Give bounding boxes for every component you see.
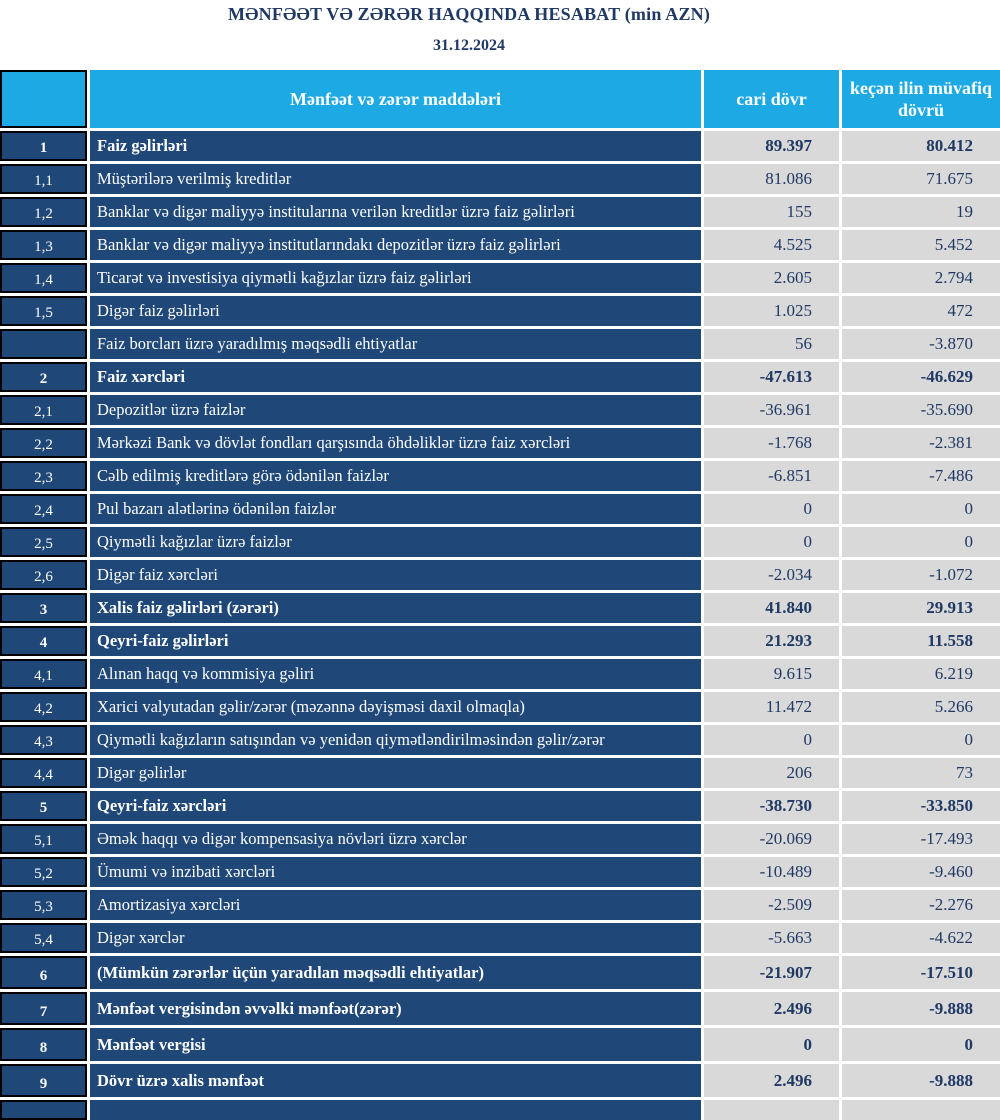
current-value-cell: -10.489	[704, 857, 839, 887]
table-row	[0, 197, 1000, 227]
previous-value-cell: 0	[842, 1028, 1000, 1061]
row-label-cell: Cəlb edilmiş kreditlərə görə ödənilən faizlər	[90, 461, 701, 491]
table-row	[0, 659, 1000, 689]
report-heading	[0, 0, 1000, 55]
current-value-cell: 0	[704, 494, 839, 524]
table-row	[0, 527, 1000, 557]
previous-value-cell: -4.622	[842, 923, 1000, 953]
previous-value-cell: 0	[842, 725, 1000, 755]
current-value-cell: 81.086	[704, 164, 839, 194]
current-value-cell: -47.613	[704, 362, 839, 392]
row-label-cell: Amortizasiya xərcləri	[90, 890, 701, 920]
row-label-cell: Əmək haqqı və digər kompensasiya növləri üzrə xərclər	[90, 824, 701, 854]
row-number-cell: 5,3	[0, 890, 87, 920]
previous-value-cell: 2.794	[842, 263, 1000, 293]
row-number-cell: 2,6	[0, 560, 87, 590]
cutoff-row	[0, 1100, 1000, 1120]
previous-value-cell: -17.510	[842, 956, 1000, 989]
previous-value-cell: 5.452	[842, 230, 1000, 260]
row-number-cell: 1	[0, 131, 87, 161]
row-number-cell: 5,4	[0, 923, 87, 953]
row-number-cell: 8	[0, 1028, 87, 1061]
current-value-cell: 9.615	[704, 659, 839, 689]
previous-value-cell: 19	[842, 197, 1000, 227]
row-number-cell: 7	[0, 992, 87, 1025]
current-value-cell: 2.605	[704, 263, 839, 293]
row-label-cell: Mənfəət vergisi	[90, 1028, 701, 1061]
row-label-cell: Qeyri-faiz gəlirləri	[90, 626, 701, 656]
current-value-cell: 21.293	[704, 626, 839, 656]
row-label-cell: Qiymətli kağızların satışından və yenidən qiymətləndirilməsindən gəlir/zərər	[90, 725, 701, 755]
current-value-cell: -21.907	[704, 956, 839, 989]
table-row	[0, 791, 1000, 821]
table-row	[0, 296, 1000, 326]
previous-value-cell: -17.493	[842, 824, 1000, 854]
current-value-cell: 0	[704, 527, 839, 557]
previous-value-cell: 73	[842, 758, 1000, 788]
current-value-cell: -2.509	[704, 890, 839, 920]
row-number-cell: 4,1	[0, 659, 87, 689]
previous-value-cell: 11.558	[842, 626, 1000, 656]
current-value-cell: 0	[704, 1028, 839, 1061]
row-label-cell: Alınan haqq və kommisiya gəliri	[90, 659, 701, 689]
previous-value-cell: -46.629	[842, 362, 1000, 392]
table-row	[0, 263, 1000, 293]
row-number-cell: 9	[0, 1064, 87, 1097]
row-label-cell: Depozitlər üzrə faizlər	[90, 395, 701, 425]
previous-value-cell: -1.072	[842, 560, 1000, 590]
row-number-cell: 1,5	[0, 296, 87, 326]
row-number-cell: 1,4	[0, 263, 87, 293]
table-row	[0, 560, 1000, 590]
row-label-cell: Faiz borcları üzrə yaradılmış məqsədli ehtiyatlar	[90, 329, 701, 359]
current-value-cell: 1.025	[704, 296, 839, 326]
row-label-cell: Mənfəət vergisindən əvvəlki mənfəət(zərər)	[90, 992, 701, 1025]
row-label-cell: Digər gəlirlər	[90, 758, 701, 788]
current-value-cell: 155	[704, 197, 839, 227]
row-number-cell: 2,2	[0, 428, 87, 458]
table-row	[0, 992, 1000, 1025]
previous-value-cell: -9.460	[842, 857, 1000, 887]
current-value-cell: -36.961	[704, 395, 839, 425]
row-number-cell: 4,3	[0, 725, 87, 755]
previous-value-cell: -3.870	[842, 329, 1000, 359]
table-row	[0, 494, 1000, 524]
row-number-cell: 6	[0, 956, 87, 989]
previous-value-cell: -35.690	[842, 395, 1000, 425]
current-value-cell: -6.851	[704, 461, 839, 491]
current-value-cell: -38.730	[704, 791, 839, 821]
profit-loss-table	[0, 70, 1000, 1120]
row-label-cell: Ticarət və investisiya qiymətli kağızlar üzrə faiz gəlirləri	[90, 263, 701, 293]
table-row	[0, 428, 1000, 458]
previous-value-cell: 29.913	[842, 593, 1000, 623]
row-label-cell: Faiz xərcləri	[90, 362, 701, 392]
previous-value-cell: -9.888	[842, 1064, 1000, 1097]
current-value-cell: 56	[704, 329, 839, 359]
row-number-cell: 5	[0, 791, 87, 821]
previous-value-cell: 472	[842, 296, 1000, 326]
row-number-cell: 5,1	[0, 824, 87, 854]
previous-value-cell: 5.266	[842, 692, 1000, 722]
row-number-cell: 2,1	[0, 395, 87, 425]
row-label-cell: Ümumi və inzibati xərcləri	[90, 857, 701, 887]
previous-value-cell	[842, 1100, 1000, 1120]
table-row	[0, 362, 1000, 392]
table-row	[0, 824, 1000, 854]
previous-value-cell: -7.486	[842, 461, 1000, 491]
current-value-cell: -20.069	[704, 824, 839, 854]
row-label-cell: Pul bazarı alətlərinə ödənilən faizlər	[90, 494, 701, 524]
previous-value-cell: -9.888	[842, 992, 1000, 1025]
table-row	[0, 725, 1000, 755]
table-row	[0, 1064, 1000, 1097]
current-value-cell: 41.840	[704, 593, 839, 623]
table-row	[0, 692, 1000, 722]
current-value-cell: 11.472	[704, 692, 839, 722]
table-row	[0, 164, 1000, 194]
previous-value-cell: 0	[842, 494, 1000, 524]
row-number-cell: 2	[0, 362, 87, 392]
current-value-cell: 4.525	[704, 230, 839, 260]
previous-value-cell: -33.850	[842, 791, 1000, 821]
table-row	[0, 230, 1000, 260]
table-row	[0, 923, 1000, 953]
table-row	[0, 1028, 1000, 1061]
report-date: 31.12.2024	[433, 37, 505, 54]
current-value-cell: -2.034	[704, 560, 839, 590]
previous-value-cell: 80.412	[842, 131, 1000, 161]
row-number-cell: 1,1	[0, 164, 87, 194]
row-number-cell	[0, 1100, 87, 1120]
row-label-cell: Mərkəzi Bank və dövlət fondları qarşısında öhdəliklər üzrə faiz xərcləri	[90, 428, 701, 458]
current-value-cell: 2.496	[704, 992, 839, 1025]
row-label-cell: Xarici valyutadan gəlir/zərər (məzənnə dəyişməsi daxil olmaqla)	[90, 692, 701, 722]
column-header-previous-period: keçən ilin müvafiq dövrü	[842, 70, 1000, 128]
row-number-cell: 4	[0, 626, 87, 656]
previous-value-cell: 6.219	[842, 659, 1000, 689]
row-number-cell: 4,2	[0, 692, 87, 722]
column-header-current-period: cari dövr	[704, 70, 839, 128]
current-value-cell: 0	[704, 725, 839, 755]
row-label-cell: Faiz gəlirləri	[90, 131, 701, 161]
row-label-cell: Banklar və digər maliyyə institutlarındakı depozitlər üzrə faiz gəlirləri	[90, 230, 701, 260]
current-value-cell: -5.663	[704, 923, 839, 953]
row-number-cell: 1,3	[0, 230, 87, 260]
table-row	[0, 857, 1000, 887]
table-row	[0, 956, 1000, 989]
row-label-cell: Müştərilərə verilmiş kreditlər	[90, 164, 701, 194]
table-row	[0, 758, 1000, 788]
table-row	[0, 329, 1000, 359]
current-value-cell: -1.768	[704, 428, 839, 458]
row-label-cell: Qiymətli kağızlar üzrə faizlər	[90, 527, 701, 557]
table-row	[0, 131, 1000, 161]
row-label-cell: Digər faiz gəlirləri	[90, 296, 701, 326]
row-label-cell: Dövr üzrə xalis mənfəət	[90, 1064, 701, 1097]
table-row	[0, 395, 1000, 425]
previous-value-cell: 0	[842, 527, 1000, 557]
row-number-cell: 3	[0, 593, 87, 623]
row-number-cell: 1,2	[0, 197, 87, 227]
row-label-cell: (Mümkün zərərlər üçün yaradılan məqsədli ehtiyatlar)	[90, 956, 701, 989]
column-header-number	[0, 70, 87, 128]
row-number-cell: 2,4	[0, 494, 87, 524]
table-header-row	[0, 70, 1000, 128]
table-row	[0, 626, 1000, 656]
previous-value-cell: -2.381	[842, 428, 1000, 458]
current-value-cell: 206	[704, 758, 839, 788]
current-value-cell	[704, 1100, 839, 1120]
column-header-item: Mənfəət və zərər maddələri	[90, 70, 701, 128]
previous-value-cell: -2.276	[842, 890, 1000, 920]
row-number-cell: 5,2	[0, 857, 87, 887]
row-number-cell: 2,5	[0, 527, 87, 557]
table-row	[0, 593, 1000, 623]
table-row	[0, 890, 1000, 920]
page-title: MƏNFƏƏT VƏ ZƏRƏR HAQQINDA HESABAT (min AZN)	[227, 4, 711, 24]
row-number-cell: 2,3	[0, 461, 87, 491]
row-label-cell: Xalis faiz gəlirləri (zərəri)	[90, 593, 701, 623]
current-value-cell: 2.496	[704, 1064, 839, 1097]
row-number-cell	[0, 329, 87, 359]
row-number-cell: 4,4	[0, 758, 87, 788]
row-label-cell: Banklar və digər maliyyə institularına verilən kreditlər üzrə faiz gəlirləri	[90, 197, 701, 227]
row-label-cell: Digər xərclər	[90, 923, 701, 953]
row-label-cell: Digər faiz xərcləri	[90, 560, 701, 590]
previous-value-cell: 71.675	[842, 164, 1000, 194]
row-label-cell: Qeyri-faiz xərcləri	[90, 791, 701, 821]
table-row	[0, 461, 1000, 491]
row-label-cell	[90, 1100, 701, 1120]
current-value-cell: 89.397	[704, 131, 839, 161]
